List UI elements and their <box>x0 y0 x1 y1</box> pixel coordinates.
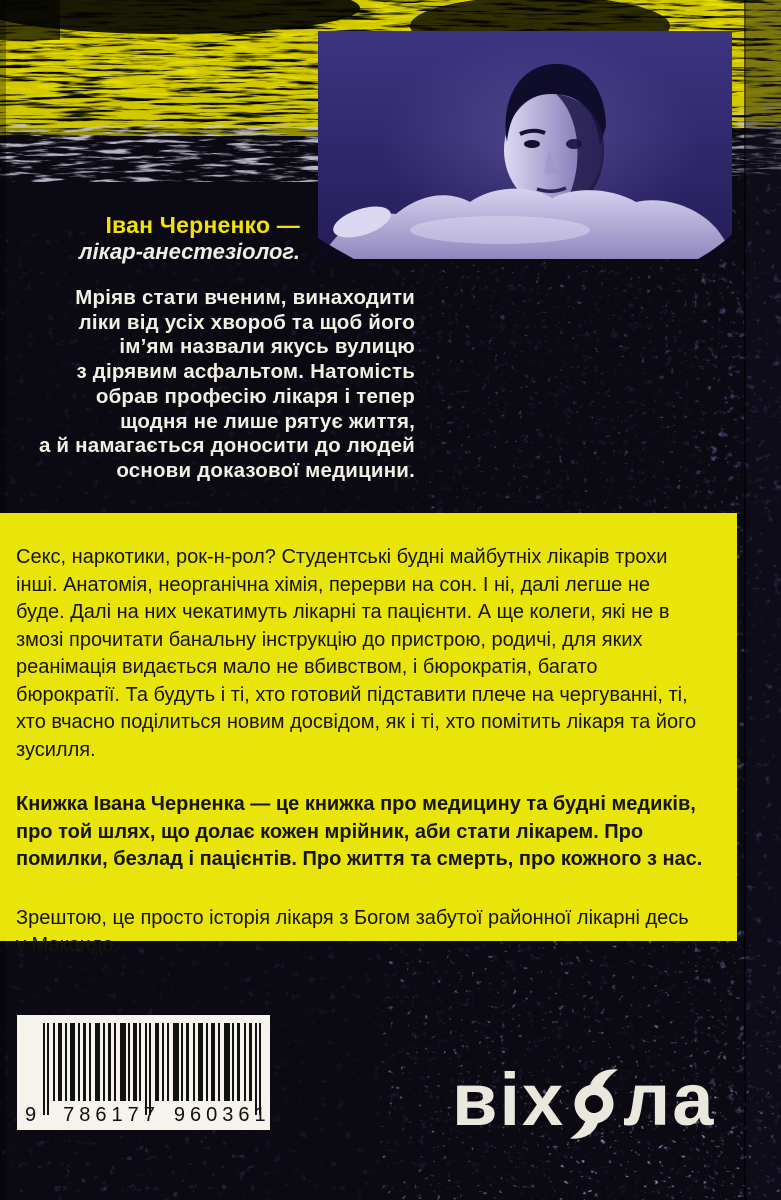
blurb-paragraph-3: Зрештою, це просто історія лікаря з Богом забутої районної лікарні десь у Макондо. <box>16 906 689 956</box>
blurb-paragraph-2: Книжка Івана Черненка — це книжка про медицину та будні медиків, про той шлях, що долає кожен мрійник, аби стати лікарем. Про помилки, безлад і пацієнтів. Про життя та смерть, про кожного з нас. <box>16 793 703 870</box>
bio-line: ліки від усіх хвороб та щоб його <box>78 310 415 334</box>
publisher-wordmark-left: віх <box>452 1058 566 1141</box>
barcode-bars <box>17 1015 270 1115</box>
isbn-barcode <box>17 1015 270 1130</box>
bio-line: а й намагається доносити до людей <box>38 434 415 458</box>
blurb-paragraph-1: Секс, наркотики, рок-н-рол? Студентські будні майбутніх лікарів трохи інші. Анатомія, неорганічна хімія, перерви на сон. І ні, далі легше не буде. Далі на них чекатимуть лікарні та пацієнти. А ще колеги, які не в змозі прочитати банальну інструкцію до пристрою, родичі, для яких реанімація видається мало не вбивством, і бюрократія, багато бюрократії. Та будуть і ті, хто готовий підставити плече на чергуванні, ті, хто вчасно поділиться новим досвідом, як і ті, хто помітить лікаря та його зусилля. <box>16 546 697 761</box>
bio-line: основи доказової медицини. <box>116 458 415 482</box>
author-photo <box>318 31 732 259</box>
isbn-group-1: 786177 <box>63 1104 160 1126</box>
bio-line: обрав професію лікаря і тепер <box>95 384 415 408</box>
author-block <box>0 211 300 266</box>
blurb-box <box>0 513 737 956</box>
author-name: Іван Черненко — <box>105 212 300 238</box>
bio-line: з дірявим асфальтом. Натомість <box>76 360 415 384</box>
author-bio <box>0 286 415 484</box>
publisher-wordmark-right: ла <box>623 1058 716 1141</box>
isbn-number <box>17 1104 270 1127</box>
bio-line: ім’ям назвали якусь вулицю <box>119 335 415 359</box>
author-role: лікар-анестезіолог. <box>78 239 300 265</box>
isbn-lead-digit: 9 <box>25 1104 37 1126</box>
isbn-group-2: 960361 <box>173 1104 271 1126</box>
bio-line: щодня не лише рятує життя, <box>120 409 415 433</box>
whirlwind-icon <box>567 1065 621 1143</box>
bio-line: Мріяв стати вченим, винаходити <box>75 286 415 309</box>
publisher-logo <box>452 1058 716 1143</box>
